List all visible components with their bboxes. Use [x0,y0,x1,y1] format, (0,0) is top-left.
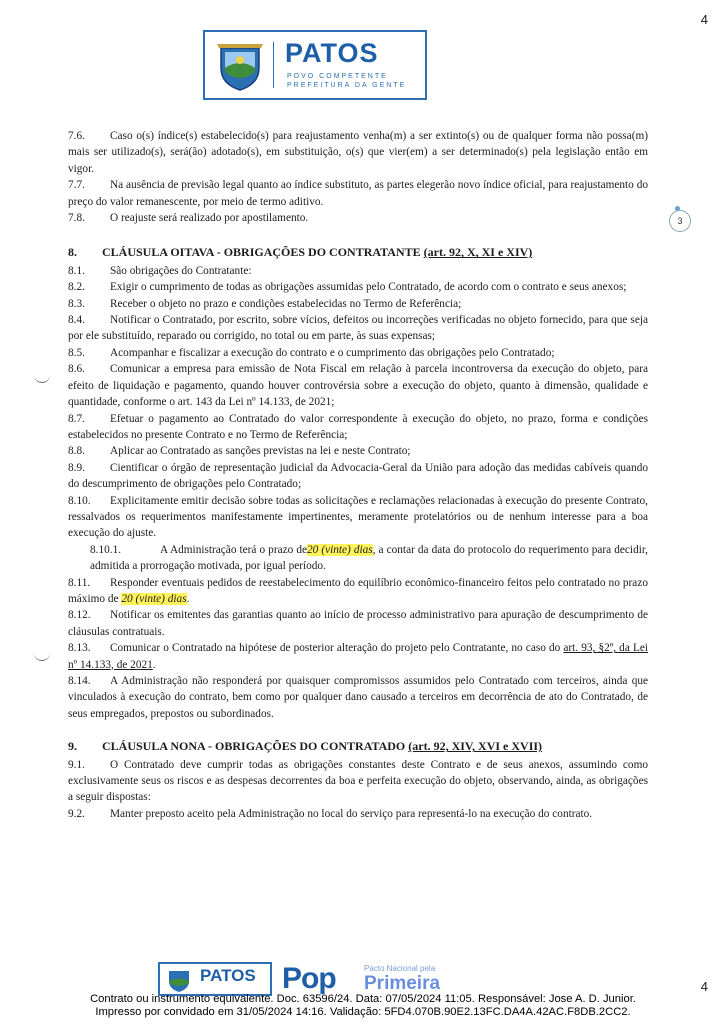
page-number-top: 4 [700,12,708,27]
footer-patos-logo: PATOS [158,962,272,996]
brand-name: PATOS [285,38,379,68]
clause-item: 8.1. São obrigações do Contratante: [68,264,252,277]
footer-line-1: Contrato ou instrumento equivalente. Doc. 63596/24. Data: 07/05/2024 11:05. Responsável: Jose A. D. Junior. [90,993,636,1005]
document-body [68,128,648,822]
footer-pacto-logo: Pacto Nacional pela Primeira [364,964,441,994]
clause-item: 8.13. Comunicar o Contratado na hipótese de posterior alteração do projeto pelo Contratante, no caso do art. 93, §2º, da Lei nº 14.133, de 2021. [68,642,648,671]
clause-item: 9.2. Manter preposto aceito pela Administração no local do serviço para representá-lo na execução do contrato. [68,807,593,820]
document-footer [0,993,726,1018]
city-crest-icon [213,38,267,92]
highlighted-deadline: 20 (vinte) dias [306,543,373,556]
side-page-marker: 3 [669,210,691,232]
clause-item: 8.6. Comunicar a empresa para emissão de Nota Fiscal em relação à parcela incontroversa da execução do objeto, para efeito de liquidação e pagamento, quando houver controvérsia sobre a execução do objeto, quanto à dimensão, qualidade e quantidade, conforme o art. 143 da Lei nº 14.133, de 2021; [68,363,648,409]
footer-pop-logo: Pop [282,962,336,995]
clause-item: 8.7. Efetuar o pagamento ao Contratado do valor correspondente à execução do objeto, no prazo, forma e condições estabelecidos no presente Contrato e no Termo de Referência; [68,412,648,441]
highlighted-deadline: 20 (vinte) dias [121,592,187,605]
section-8-heading: 8. CLÁUSULA OITAVA - OBRIGAÇÕES DO CONTRATANTE (art. 92, X, XI e XIV) [68,245,533,260]
logo-divider [273,42,274,88]
clause-item: 8.8. Aplicar ao Contratado as sanções previstas na lei e neste Contrato; [68,445,411,458]
clause-item: 8.12. Notificar os emitentes das garantias quanto ao início de processo administrativo para apuração de descumprimento de cláusulas contratuais. [68,609,648,638]
clause-item: 8.5. Acompanhar e fiscalizar a execução do contrato e o cumprimento das obrigações pelo Contratado; [68,346,555,359]
page-number-bottom: 4 [700,979,708,994]
city-crest-icon [166,967,192,993]
law-reference: art. 93, §2º, da Lei nº 14.133, de 2021 [68,642,648,671]
clause-item: 7.7. Na ausência de previsão legal quanto ao índice substituto, as partes elegerão novo índice oficial, para reajustamento do preço do valor remanescente, por meio de termo aditivo. [68,179,648,208]
clause-subitem: 8.10.1. A Administração terá o prazo de20 (vinte) dias, a contar da data do protocolo do requerimento para decidir, admitida a prorrogação motivada, por igual período. [90,543,648,573]
clause-item: 8.14. A Administração não responderá por quaisquer compromissos assumidos pelo Contratado com terceiros, ainda que vinculados à execução do contrato, bem como por qualquer dano causado a terceiros em decorrência de ato do Contratado, de seus empregados, prepostos ou subordinados. [68,675,648,720]
clause-item: 8.11. Responder eventuais pedidos de reestabelecimento do equilíbrio econômico-financeiro feitos pelo contratado no prazo máximo de 20 (vinte) dias. [68,576,648,605]
clause-item: 7.6. Caso o(s) índice(s) estabelecido(s) para reajustamento venha(m) a ser extinto(s) ou de qualquer forma não possa(m) mais ser utilizado(s), será(ão) adotado(s), em substituição, o(s) que vier(em) a ser determinado(s) pela legislação então em vigor. [68,130,648,175]
brand-slogan [287,72,406,90]
binding-mark-icon [34,374,50,383]
clause-item: 8.2. Exigir o cumprimento de todas as obrigações assumidas pelo Contratado, de acordo com o contrato e seus anexos; [68,281,627,294]
clause-item: 8.4. Notificar o Contratado, por escrito, sobre vícios, defeitos ou incorreções verificadas no objeto fornecido, para que seja por ele substituído, reparado ou corrigido, no total ou em parte, às suas expensas; [68,314,648,343]
header-logo [203,30,427,100]
clause-item: 8.10. Explicitamente emitir decisão sobre todas as solicitações e reclamações relacionadas à execução do presente Contrato, ressalvados os requerimentos manifestamente impertinentes, meramente protelatórios ou de nenhum interesse para a boa execução do ajuste. [68,494,648,540]
section-9-heading: 9. CLÁUSULA NONA - OBRIGAÇÕES DO CONTRATADO (art. 92, XIV, XVI e XVII) [68,739,543,754]
clause-item: 8.3. Receber o objeto no prazo e condições estabelecidas no Termo de Referência; [68,297,462,310]
slogan-line-2: PREFEITURA DA GENTE [287,82,407,89]
clause-item: 7.8. O reajuste será realizado por apostilamento. [68,212,309,225]
clause-item: 9.1. O Contratado deve cumprir todas as obrigações constantes deste Contrato e de seus anexos, assumindo como exclusivamente seus os riscos e as despesas decorrentes da boa e perfeita execução do objeto, observando, ainda, as obrigações a seguir dispostas: [68,758,648,804]
binding-mark-icon [34,652,50,661]
slogan-line-1: POVO COMPETENTE [287,73,388,80]
footer-line-2: Impresso por convidado em 31/05/2024 14:16. Validação: 5FD4.070B.90E2.13FC.DA4A.42AC.F8DB.2CC2. [95,1005,631,1018]
clause-item: 8.9. Cientificar o órgão de representação judicial da Advocacia-Geral da União para adoção das medidas cabíveis quando do descumprimento de obrigações pelo Contratado; [68,461,648,491]
